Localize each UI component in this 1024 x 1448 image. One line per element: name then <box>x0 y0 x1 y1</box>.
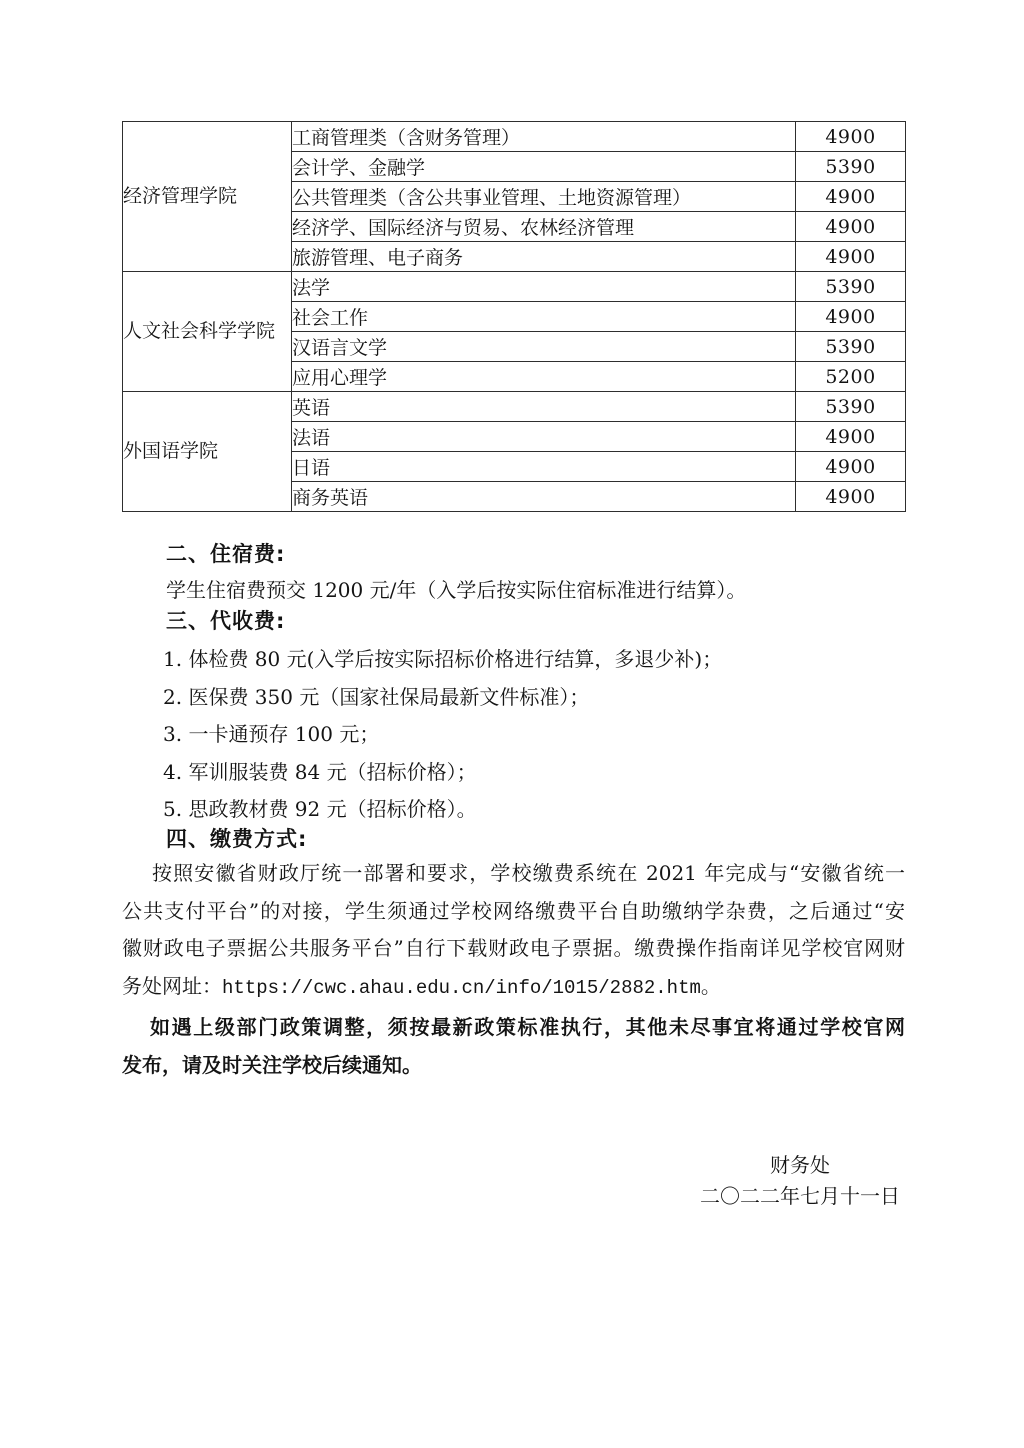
major-cell: 会计学、金融学 <box>292 152 796 182</box>
payment-line: 按照安徽省财政厅统一部署和要求，学校缴费系统在 2021 年完成与“安徽省统一 <box>152 861 905 885</box>
policy-notice <box>122 1009 905 1084</box>
major-cell: 法学 <box>292 272 796 302</box>
payment-paragraph <box>122 855 905 1007</box>
payment-line: 徽财政电子票据公共服务平台”自行下载财政电子票据。缴费操作指南详见学校官网财 <box>122 936 905 960</box>
major-cell: 旅游管理、电子商务 <box>292 242 796 272</box>
major-cell: 汉语言文学 <box>292 332 796 362</box>
collection-item: 4. 军训服装费 84 元（招标价格）； <box>163 759 477 784</box>
fee-cell: 4900 <box>796 182 906 212</box>
fee-cell: 5390 <box>796 392 906 422</box>
major-cell: 公共管理类（含公共事业管理、土地资源管理） <box>292 182 796 212</box>
signature-block <box>695 1150 905 1212</box>
section-heading-collection: 三、代收费: <box>166 609 286 633</box>
major-cell: 商务英语 <box>292 482 796 512</box>
collection-fee-list <box>163 641 905 829</box>
signature-date: 二〇二二年七月十一日 <box>700 1184 900 1208</box>
major-cell: 英语 <box>292 392 796 422</box>
notice-line: 发布，请及时关注学校后续通知。 <box>122 1052 422 1077</box>
payment-line: 公共支付平台”的对接，学生须通过学校网络缴费平台自助缴纳学杂费，之后通过“安 <box>122 898 905 923</box>
url-prefix-text: 务处网址： <box>122 973 222 998</box>
notice-line: 如遇上级部门政策调整，须按最新政策标准执行，其他未尽事宜将通过学校官网 <box>150 1015 905 1039</box>
fee-cell: 4900 <box>796 452 906 482</box>
fee-cell: 4900 <box>796 422 906 452</box>
fee-cell: 5390 <box>796 152 906 182</box>
collection-item: 2. 医保费 350 元（国家社保局最新文件标准）； <box>163 684 590 709</box>
major-cell: 法语 <box>292 422 796 452</box>
collection-item: 5. 思政教材费 92 元（招标价格）。 <box>163 797 477 822</box>
collection-item: 1. 体检费 80 元(入学后按实际招标价格进行结算，多退少补)； <box>163 647 723 671</box>
section-heading-accommodation: 二、住宿费: <box>166 542 286 566</box>
fee-cell: 4900 <box>796 302 906 332</box>
table-row <box>123 392 906 422</box>
table-row <box>123 122 906 152</box>
accommodation-text: 学生住宿费预交 1200 元/年（入学后按实际住宿标准进行结算）。 <box>166 578 747 602</box>
college-cell: 外国语学院 <box>123 392 292 512</box>
major-cell: 经济学、国际经济与贸易、农林经济管理 <box>292 212 796 242</box>
college-cell: 人文社会科学学院 <box>123 272 292 392</box>
url-suffix-text: 。 <box>700 973 721 998</box>
fee-cell: 4900 <box>796 482 906 512</box>
major-cell: 社会工作 <box>292 302 796 332</box>
fee-cell: 5200 <box>796 362 906 392</box>
major-cell: 应用心理学 <box>292 362 796 392</box>
fee-cell: 4900 <box>796 122 906 152</box>
tuition-table <box>122 121 906 512</box>
fee-cell: 4900 <box>796 242 906 272</box>
fee-cell: 5390 <box>796 332 906 362</box>
major-cell: 日语 <box>292 452 796 482</box>
college-cell: 经济管理学院 <box>123 122 292 272</box>
signature-department: 财务处 <box>770 1153 830 1177</box>
fee-cell: 4900 <box>796 212 906 242</box>
finance-url: https://cwc.ahau.edu.cn/info/1015/2882.htm <box>222 976 701 999</box>
table-row <box>123 272 906 302</box>
section-heading-payment: 四、缴费方式: <box>166 827 308 851</box>
collection-item: 3. 一卡通预存 100 元； <box>163 722 380 747</box>
fee-cell: 5390 <box>796 272 906 302</box>
major-cell: 工商管理类（含财务管理） <box>292 122 796 152</box>
payment-line-url <box>122 968 905 1008</box>
